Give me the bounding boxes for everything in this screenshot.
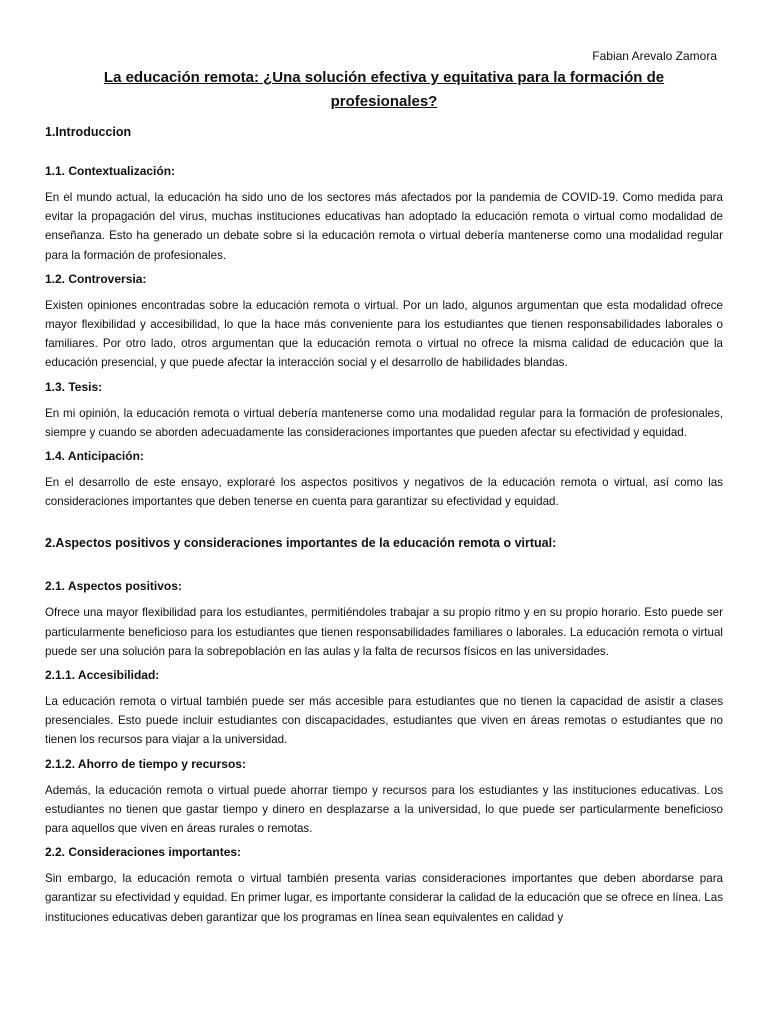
consideraciones-heading: 2.2. Consideraciones importantes: <box>45 845 242 860</box>
document-title <box>55 66 713 114</box>
tesis-heading: 1.3. Tesis: <box>45 379 103 394</box>
contextualizacion-heading: 1.1. Contextualización: <box>45 164 176 178</box>
section-1-heading: 1.Introduccion <box>45 125 132 139</box>
anticipacion-heading: 1.4. Anticipación: <box>45 449 144 464</box>
accesibilidad-paragraph: La educación remota o virtual también puede ser más accesible para estudiantes que no tienen la capacidad de asistir a clases presenciales. Esto puede incluir estudiantes con discapacidades, estudiantes que viven en áreas remotas o estudiantes que no tienen los recursos para viajar a la universidad. <box>45 695 723 747</box>
author-name: Fabian Arevalo Zamora <box>592 49 717 63</box>
controversia-heading: 1.2. Controversia: <box>45 271 147 286</box>
section-2-heading: 2.Aspectos positivos y consideraciones importantes de la educación remota o virtual: <box>45 536 557 551</box>
ahorro-paragraph: Además, la educación remota o virtual puede ahorrar tiempo y recursos para los estudiantes y las instituciones educativas. Los estudiantes no tienen que gastar tiempo y dinero en desplazarse a la universidad, lo que puede ser particularmente beneficioso para aquellos que viven en áreas rurales o remotas. <box>45 783 723 836</box>
tesis-paragraph: En mi opinión, la educación remota o virtual debería mantenerse como una modalidad regular para la formación de profesionales, siempre y cuando se aborden adecuadamente las consideraciones importantes que pueden afectar su efectividad y equidad. <box>45 406 723 439</box>
accesibilidad-heading: 2.1.1. Accesibilidad: <box>45 668 160 683</box>
controversia-paragraph: Existen opiniones encontradas sobre la educación remota o virtual. Por un lado, algunos argumentan que esta modalidad ofrece mayor flexibilidad y accesibilidad, lo que la hace más conveniente para los estudiantes que tienen responsabilidades laborales o familiares. Por otro lado, otros argumentan que la educación remota o virtual no ofrece la misma calidad de educación que la educación presencial, y que puede afectar la interacción social y el desarrollo de habilidades blandas. <box>45 298 723 370</box>
aspectos-positivos-paragraph: Ofrece una mayor flexibilidad para los estudiantes, permitiéndoles trabajar a su propio ritmo y en su propio horario. Esto puede ser particularmente beneficioso para los estudiantes que tienen responsabilidades familiares o laborales. La educación remota o virtual puede ser una solución para la sobrepoblación en las aulas y la falta de recursos físicos en las universidades. <box>45 606 723 658</box>
contextualizacion-paragraph: En el mundo actual, la educación ha sido uno de los sectores más afectados por la pandemia de COVID-19. Como medida para evitar la propagación del virus, muchas instituciones educativas han adoptado la educación remota o virtual como modalidad de enseñanza. Esto ha generado un debate sobre si la educación remota o virtual debería mantenerse como una modalidad regular para la formación de profesionales. <box>45 191 723 262</box>
ahorro-heading: 2.1.2. Ahorro de tiempo y recursos: <box>45 756 246 771</box>
aspectos-positivos-heading: 2.1. Aspectos positivos: <box>45 579 182 594</box>
document-title-text: La educación remota: ¿Una solución efectiva y equitativa para la formación de profesionales? <box>103 69 665 110</box>
anticipacion-paragraph: En el desarrollo de este ensayo, exploraré los aspectos positivos y negativos de la educación remota o virtual, así como las consideraciones importantes que deben tenerse en cuenta para garantizar su efectividad y equidad. <box>45 476 723 509</box>
consideraciones-paragraph: Sin embargo, la educación remota o virtual también presenta varias consideraciones importantes que deben abordarse para garantizar su efectividad y equidad. En primer lugar, es importante considerar la calidad de la educación que se ofrece en línea. Las instituciones educativas deben garantizar que los programas en línea sean equivalentes en calidad y <box>45 872 723 924</box>
